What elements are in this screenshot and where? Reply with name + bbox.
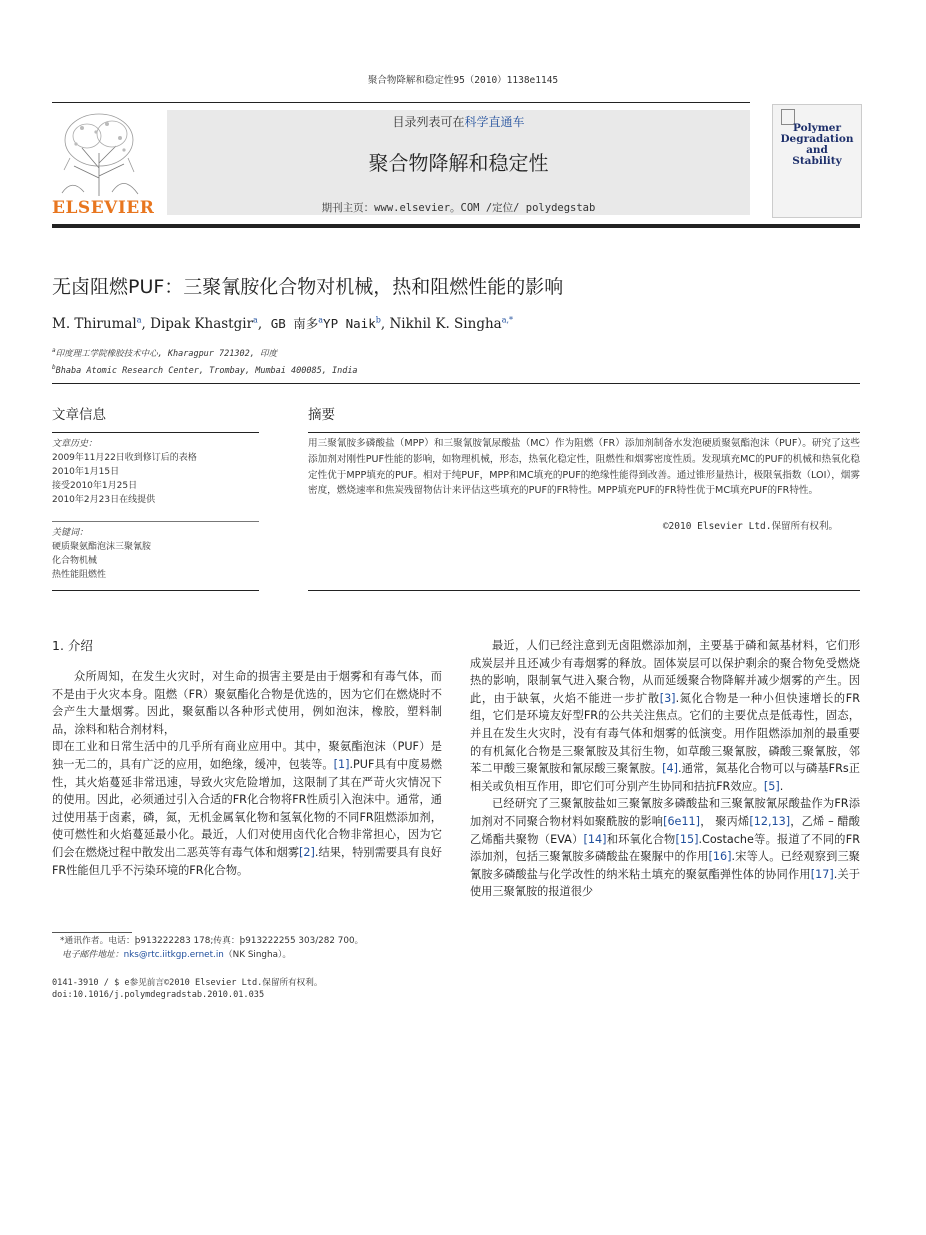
affiliation-line [52, 361, 860, 378]
intro-right-column [470, 637, 860, 901]
article-info-bottom-rule [52, 590, 259, 591]
journal-homepage[interactable]: 期刊主页：www.elsevier。COM /定位/ polydegstab [321, 202, 596, 214]
affiliation-line [52, 344, 860, 361]
abstract-rule [308, 432, 860, 433]
keywords [52, 526, 259, 582]
sciencedirect-link[interactable]: 科学直通车 [464, 115, 525, 129]
elsevier-tree-icon [52, 108, 146, 198]
article-info-rule [52, 432, 259, 433]
history-item: 2010年2月23日在线提供 [52, 495, 156, 505]
keyword-item: 硬质聚氨酯泡沫三聚氰胺 [52, 542, 152, 552]
intro-text: .通常，氮基化合物可以与磷基FRs正相关或负相互作用，即它们可分别产生协同和拮抗FR效应。 [470, 762, 860, 793]
citation-link[interactable]: [1] [333, 757, 350, 771]
author-affil-sup: a [318, 315, 324, 325]
cover-title-line: Polymer [792, 122, 842, 134]
intro-paragraph [52, 738, 442, 879]
affiliation-text: Bhaba Atomic Research Center, Trombay, Mumbai 400085, India [55, 365, 358, 376]
citation-link[interactable]: [3] [659, 691, 676, 705]
email-suffix: （NK Singha）。 [223, 950, 292, 960]
affiliation-sup: b [52, 363, 56, 371]
author-affil-sup: a [253, 315, 258, 325]
abstract-heading: 摘要 [308, 407, 335, 423]
intro-paragraph: 众所周知，在发生火灾时，对生命的损害主要是由于烟雾和有毒气体，而不是由于火灾本身。阻燃（FR）聚氨酯化合物是优选的，因为它们在燃烧时不会产生大量烟雾。因此，聚氨酯以各种形式使用，例如泡沫，橡胶，塑料制品，涂料和粘合剂材料， [52, 670, 442, 736]
citation-link[interactable]: [5] [763, 779, 780, 793]
article-history [52, 437, 259, 507]
citation-link[interactable]: [17] [810, 867, 834, 881]
citation-link[interactable]: [6e11] [663, 814, 701, 828]
cover-title-line: Stability [792, 155, 842, 167]
elsevier-logo [52, 108, 155, 218]
cover-title-line: Degradation [780, 133, 854, 145]
author-name[interactable]: M. Thirumal [52, 316, 137, 332]
contents-availability [167, 113, 750, 130]
abstract-text: 用三聚氰胺多磷酸盐（MPP）和三聚氰胺氰尿酸盐（MC）作为阻燃（FR）添加剂制备水发泡硬质聚氨酯泡沫（PUF）。研究了这些添加剂对刚性PUF性能的影响，如物理机械，形态，热氧化稳定性，阻燃性和烟雾密度性质。发现填充MC的PUF的机械和热氧化稳定性优于MPP填充的PUF。相对于纯PUF，MPP和MC填充的PUF的绝缘性能得到改善。通过锥形量热计，极限氧指数（LOI），烟雾密度，燃烧速率和焦炭残留物估计来评估这些填充的PUF的FR特性。MPP填充PUF的FR特性优于MC填充PUF的FR特性。 [308, 438, 860, 497]
keyword-item: 热性能阻燃性 [52, 570, 107, 580]
intro-left-column [52, 668, 442, 879]
cover-title [773, 123, 861, 167]
keywords-label: 关键词： [52, 528, 89, 538]
intro-text: .PUF具有中度易燃性，其火焰蔓延非常迅速，导致火灾危险增加，这限制了其在严苛火灾情况下的使用。因此，必须通过引入合适的FR化合物将FR性质引入泡沫中。通常，通过使用基于卤素，磷，氮，无机金属氧化物和氢氧化物的不同FR阻燃添加剂，使可燃性和火焰蔓延最小化。最近，人们对使用卤代化合物非常担心，因为它们会在燃烧过程中散发出二恶英等有毒气体和烟雾 [52, 757, 442, 859]
contents-prefix: 目录列表可在 [392, 115, 465, 129]
intro-text: 最近，人们已经注意到无卤阻燃添加剂，主要基于磷和氮基材料，它们形成炭层并且还减少有毒烟雾的释放。固体炭层可以保护剩余的聚合物免受燃烧热的影响，限制氧气进入聚合物，从而延缓聚合物降解并减少烟雾的产生。因此，由于缺氧，火焰不能进一步扩散 [470, 639, 860, 705]
author-affil-sup: a [136, 315, 142, 325]
author-separator: , [257, 316, 271, 332]
author-name[interactable]: GB 南多 [270, 316, 319, 331]
footnotes [60, 934, 460, 962]
intro-text: 即在工业和日常生活中的几乎所有商业应用中。其中，聚氨酯泡沫（PUF）是独一无二的，具有广泛的应用，如绝缘，缓冲，包装等。 [52, 740, 442, 771]
affiliation-sup: a [52, 347, 56, 354]
masthead-top-rule [52, 102, 750, 103]
keywords-rule [52, 521, 259, 522]
journal-cover [772, 104, 862, 218]
history-item: 2009年11月22日收到修订后的表格 [52, 453, 197, 463]
citation-link[interactable]: [16] [708, 850, 732, 864]
affiliations [52, 344, 860, 378]
keyword-item: 化合物机械 [52, 556, 98, 566]
author-name[interactable]: Dipak Khastgir [150, 316, 254, 332]
article-title: 无卤阻燃PUF：三聚氰胺化合物对机械，热和阻燃性能的影响 [52, 276, 564, 298]
journal-citation: 聚合物降解和稳定性95（2010）1138e1145 [367, 75, 559, 86]
email-label: 电子邮件地址： [62, 950, 124, 960]
header-divider [52, 383, 860, 384]
history-item: 接受2010年1月25日 [52, 481, 138, 491]
section-heading-introduction: 1. 介绍 [52, 638, 93, 653]
abstract-copyright: ©2010 Elsevier Ltd.保留所有权利。 [662, 521, 838, 532]
history-label: 文章历史： [52, 439, 98, 449]
intro-paragraph [470, 795, 860, 901]
citation-link[interactable]: [15] [675, 832, 699, 846]
author-name[interactable]: YP Naik [323, 316, 376, 331]
email-note [60, 948, 460, 962]
intro-text: 和环氧化合物 [606, 832, 676, 846]
intro-text: . [779, 779, 784, 793]
author-list [52, 314, 860, 332]
intro-text: .氮化合物是一种小但快速增长的FR组，它们是环境友好型FR的公共关注焦点。它们的主要优点是低毒性，固态，并且在发生火灾时，没有有毒气体和烟雾的低演变。用作阻燃添加剂的最重要的有机氮化合物是三聚氰胺及其衍生物，如草酸三聚氰胺，磷酸三聚氰胺，邻苯二甲酸三聚氰胺和氰尿酸三聚氰胺。 [470, 691, 860, 776]
intro-text: ， 聚丙烯 [700, 814, 750, 828]
author-affil-sup: a,* [501, 315, 514, 325]
cover-title-line: and [806, 144, 828, 156]
masthead-box [167, 110, 750, 215]
email-link[interactable]: nks@rtc.iitkgp.ernet.in [123, 950, 224, 960]
publisher-name: ELSEVIER [52, 198, 155, 218]
citation-link[interactable]: [2] [299, 845, 315, 859]
intro-text: .Costache等。报道了不同的FR添加剂，包括三聚氰胺多磷酸盐在聚脲中的作用 [470, 832, 860, 864]
corresponding-author-note: *通讯作者。电话：þ913222283 178;传真：þ913222255 303/282 700。 [60, 936, 364, 946]
intro-text: .宋等人。已经观察到三聚氰胺多磷酸盐与化学改性的纳米粘土填充的聚氨酯弹性体的协同作用 [470, 850, 860, 881]
history-item: 2010年1月15日 [52, 467, 120, 477]
abstract-bottom-rule [308, 590, 860, 591]
author-name[interactable]: Nikhil K. Singha [389, 316, 502, 332]
intro-text: ，乙烯 – 醋酸乙烯酯共聚物（EVA） [470, 814, 860, 846]
doi-line[interactable]: doi:10.1016/j.polymdegradstab.2010.01.035 [52, 990, 265, 1000]
intro-paragraph [470, 637, 860, 795]
citation-link[interactable]: [14] [583, 832, 607, 846]
footnote-rule [52, 932, 132, 933]
intro-text: 已经研究了三聚氰胺盐如三聚氰胺多磷酸盐和三聚氰胺氰尿酸盐作为FR添加剂对不同聚合物材料如聚酰胺的影响 [470, 797, 860, 828]
author-separator: , [380, 316, 390, 332]
journal-name: 聚合物降解和稳定性 [368, 151, 549, 175]
citation-link[interactable]: [4] [662, 762, 679, 776]
affiliation-text: 印度理工学院橡胶技术中心, Kharagpur 721302, 印度 [55, 348, 277, 359]
issn-line: 0141-3910 / $ e参见前言©2010 Elsevier Ltd.保留所有权利。 [52, 978, 323, 988]
masthead-bottom-rule [52, 224, 860, 228]
intro-text: .关于使用三聚氰胺的报道很少 [470, 867, 860, 899]
article-info-heading: 文章信息 [52, 407, 106, 423]
author-affil-sup: b [375, 315, 381, 325]
author-separator: , [141, 316, 151, 332]
citation-link[interactable]: [12,13] [749, 814, 791, 828]
intro-text: .结果，特别需要具有良好FR性能但几乎不污染环境的FR化合物。 [52, 845, 442, 877]
